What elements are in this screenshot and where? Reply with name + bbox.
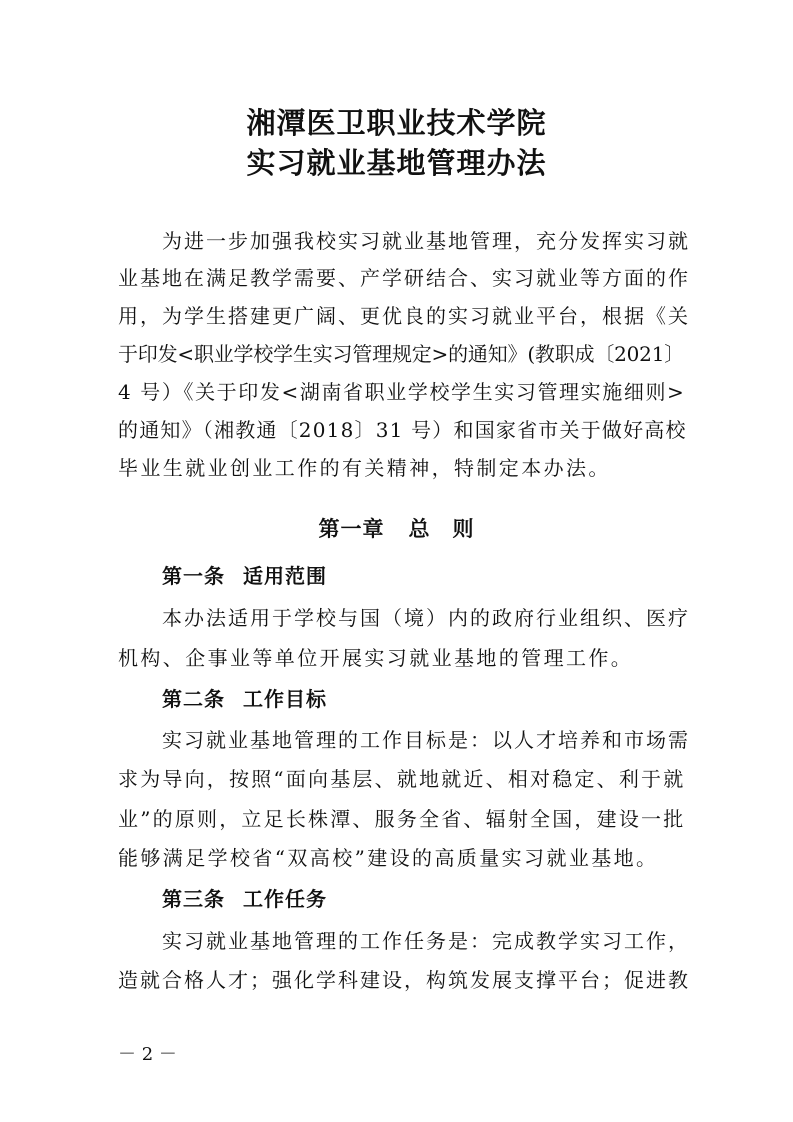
intro-line: 用，为学生搭建更广阔、更优良的实习就业平台，根据《关	[118, 304, 690, 328]
article-heading	[162, 886, 327, 912]
intro-line: 于印发<职业学校学生实习管理规定>的通知》(教职成〔2021〕	[118, 342, 685, 366]
article-name: 工作目标	[243, 687, 327, 711]
article-heading	[162, 686, 327, 712]
article-line: 实习就业基地管理的工作目标是：以人才培养和市场需	[162, 728, 690, 752]
article-heading	[162, 563, 327, 589]
article-number: 第二条	[162, 687, 225, 711]
page-number: － 2 －	[118, 1044, 177, 1065]
article-line: 本办法适用于学校与国（境）内的政府行业组织、医疗	[162, 606, 690, 630]
article-line: 业”的原则，立足长株潭、服务全省、辐射全国，建设一批	[118, 807, 686, 831]
article-name: 工作任务	[243, 887, 327, 911]
document-title-line1: 湘潭医卫职业技术学院	[246, 106, 547, 140]
chapter-number: 第一章	[318, 517, 385, 541]
document-title-line2: 实习就业基地管理办法	[246, 146, 547, 180]
intro-line: 业基地在满足教学需要、产学研结合、实习就业等方面的作	[118, 266, 690, 290]
article-name: 适用范围	[243, 564, 327, 588]
article-line: 求为导向，按照“面向基层、就地就近、相对稳定、利于就	[118, 767, 686, 791]
article-line: 能够满足学校省“双高校”建设的高质量实习就业基地。	[118, 846, 659, 870]
chapter-heading	[0, 513, 793, 543]
article-number: 第三条	[162, 887, 225, 911]
article-line: 实习就业基地管理的工作任务是：完成教学实习工作，	[162, 929, 690, 953]
intro-line: 4 号）《关于印发<湖南省职业学校学生实习管理实施细则>	[118, 380, 686, 404]
article-line: 机构、企事业等单位开展实习就业基地的管理工作。	[118, 646, 634, 670]
intro-line: 的通知》（湘教通〔2018〕31 号）和国家省市关于做好高校	[118, 418, 687, 442]
article-number: 第一条	[162, 564, 225, 588]
intro-line: 为进一步加强我校实习就业基地管理，充分发挥实习就	[162, 229, 690, 253]
intro-line: 毕业生就业创业工作的有关精神，特制定本办法。	[118, 456, 611, 480]
article-line: 造就合格人才；强化学科建设，构筑发展支撑平台；促进教	[118, 968, 690, 992]
chapter-name: 总 则	[408, 517, 475, 541]
